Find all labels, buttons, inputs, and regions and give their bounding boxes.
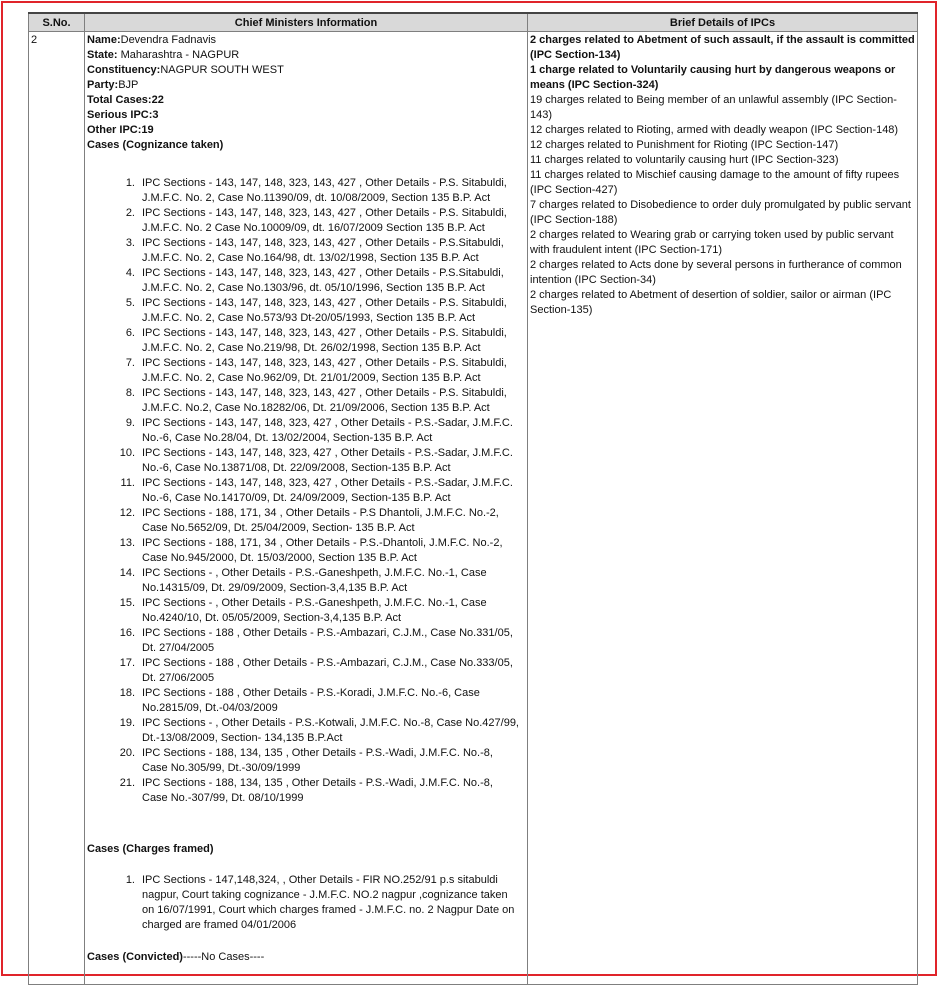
charges-framed-heading: Cases (Charges framed) <box>87 843 214 855</box>
state-label: State: <box>87 49 118 61</box>
case-text: IPC Sections - 143, 147, 148, 323, 427 , Other Details - P.S.-Sadar, J.M.F.C. No.-6, Case No.28/04, Dt. 13/02/2004, Section-135 B.P. Act <box>142 417 513 444</box>
cognizance-heading: Cases (Cognizance taken) <box>87 139 224 151</box>
case-text: IPC Sections - 143, 147, 148, 323, 143, 427 , Other Details - P.S. Sitabuldi, J.M.F.C. No. 2, Case No.219/98, Dt. 26/02/1998, Section 135 B.P. Act <box>142 327 507 354</box>
case-item <box>87 776 525 806</box>
party-value: BJP <box>118 79 139 91</box>
case-item <box>87 296 525 326</box>
other-ipc-label: Other IPC: <box>87 124 142 136</box>
case-number: 10. <box>119 447 135 459</box>
case-item <box>87 873 525 933</box>
ipc-detail-item: 11 charges related to Mischief causing damage to the amount of fifty rupees (IPC Section-427) <box>530 169 900 196</box>
case-text: IPC Sections - 143, 147, 148, 323, 143, 427 , Other Details - P.S. Sitabuldi, J.M.F.C. No. 2, Case No.11390/09, dt. 10/08/2009, Section 135 B.P. Act <box>142 177 507 204</box>
party-line <box>87 78 525 93</box>
case-number: 2. <box>125 207 135 219</box>
case-item <box>87 626 525 656</box>
case-number: 20. <box>119 747 135 759</box>
case-text: IPC Sections - 188, 134, 135 , Other Details - P.S.-Wadi, J.M.F.C. No.-8, Case No.-307/99, Dt. 08/10/1999 <box>142 777 493 804</box>
case-text: IPC Sections - 143, 147, 148, 323, 427 , Other Details - P.S.-Sadar, J.M.F.C. No.-6, Case No.13871/08, Dt. 22/09/2008, Section-135 B.P. Act <box>142 447 513 474</box>
case-number: 1. <box>125 874 135 886</box>
ipc-detail-item: 7 charges related to Disobedience to order duly promulgated by public servant (IPC Section-188) <box>530 199 911 226</box>
case-item <box>87 746 525 776</box>
case-item <box>87 176 525 206</box>
table-row <box>29 32 918 985</box>
case-number: 17. <box>119 657 135 669</box>
case-number: 1. <box>125 177 135 189</box>
case-item <box>87 596 525 626</box>
ipc-detail-item: 19 charges related to Being member of an unlawful assembly (IPC Section-143) <box>530 94 897 121</box>
case-item <box>87 266 525 296</box>
case-item <box>87 476 525 506</box>
state-value: Maharashtra - NAGPUR <box>117 49 240 61</box>
case-number: 15. <box>119 597 135 609</box>
ipc-detail-item: 2 charges related to Wearing grab or carrying token used by public servant with fraudulent intent (IPC Section-171) <box>530 229 894 256</box>
name-line <box>87 33 525 48</box>
case-text: IPC Sections - 143, 147, 148, 323, 427 , Other Details - P.S.-Sadar, J.M.F.C. No.-6, Case No.14170/09, Dt. 24/09/2009, Section-135 B.P. Act <box>142 477 513 504</box>
case-item <box>87 566 525 596</box>
case-item <box>87 206 525 236</box>
case-number: 19. <box>119 717 135 729</box>
case-text: IPC Sections - 188 , Other Details - P.S.-Ambazari, C.J.M., Case No.333/05, Dt. 27/06/2005 <box>142 657 513 684</box>
constituency-line <box>87 63 525 78</box>
other-ipc-line <box>87 123 525 138</box>
case-text: IPC Sections - 143, 147, 148, 323, 143, 427 , Other Details - P.S. Sitabuldi, J.M.F.C. No.2, Case No.18282/06, Dt. 21/09/2006, Section 135 B.P. Act <box>142 387 507 414</box>
case-item <box>87 506 525 536</box>
case-item <box>87 686 525 716</box>
other-ipc-value: 19 <box>141 124 154 136</box>
ipc-detail-item: 11 charges related to voluntarily causing hurt (IPC Section-323) <box>530 154 839 166</box>
case-number: 14. <box>119 567 135 579</box>
case-text: IPC Sections - , Other Details - P.S.-Ganeshpeth, J.M.F.C. No.-1, Case No.4240/10, Dt. 05/05/2009, Section-3,4,135 B.P. Act <box>142 597 487 624</box>
case-item <box>87 386 525 416</box>
header-row <box>29 13 918 32</box>
ipc-detail-item: 2 charges related to Acts done by several persons in furtherance of common intention (IPC Section-34) <box>530 259 902 286</box>
header-sno: S.No. <box>29 13 85 32</box>
case-number: 8. <box>125 387 135 399</box>
case-number: 3. <box>125 237 135 249</box>
case-number: 9. <box>125 417 135 429</box>
case-text: IPC Sections - 188 , Other Details - P.S.-Koradi, J.M.F.C. No.-6, Case No.2815/09, Dt.-04/03/2009 <box>142 687 480 714</box>
header-chief-minister-info: Chief Ministers Information <box>85 13 528 32</box>
case-number: 13. <box>119 537 135 549</box>
convicted-heading: Cases (Convicted) <box>87 951 183 963</box>
ipc-detail-item: 12 charges related to Punishment for Rioting (IPC Section-147) <box>530 139 839 151</box>
case-item <box>87 446 525 476</box>
cognizance-case-list <box>87 176 525 806</box>
name-label: Name: <box>87 34 121 46</box>
ipc-details-cell <box>528 32 918 985</box>
case-number: 12. <box>119 507 135 519</box>
case-text: IPC Sections - , Other Details - P.S.-Ganeshpeth, J.M.F.C. No.-1, Case No.14315/09, Dt. 29/09/2009, Section-3,4,135 B.P. Act <box>142 567 487 594</box>
case-text: IPC Sections - , Other Details - P.S.-Kotwali, J.M.F.C. No.-8, Case No.427/99, Dt.-13/08/2009, Section- 134,135 B.P.Act <box>142 717 519 744</box>
case-item <box>87 536 525 566</box>
party-label: Party: <box>87 79 119 91</box>
case-number: 21. <box>119 777 135 789</box>
case-number: 6. <box>125 327 135 339</box>
case-text: IPC Sections - 143, 147, 148, 323, 143, 427 , Other Details - P.S.Sitabuldi, J.M.F.C. No. 2, Case No.1303/96, dt. 05/10/1996, Section 135 B.P. Act <box>142 267 504 294</box>
case-text: IPC Sections - 143, 147, 148, 323, 143, 427 , Other Details - P.S. Sitabuldi, J.M.F.C. No. 2 Case No.10009/09, dt. 16/07/2009 Section 135 B.P. Act <box>142 207 507 234</box>
case-text: IPC Sections - 188 , Other Details - P.S.-Ambazari, C.J.M., Case No.331/05, Dt. 27/04/2005 <box>142 627 513 654</box>
case-text: IPC Sections - 188, 171, 34 , Other Details - P.S.-Dhantoli, J.M.F.C. No.-2, Case No.945/2000, Dt. 15/03/2000, Section 135 B.P. Act <box>142 537 503 564</box>
case-number: 4. <box>125 267 135 279</box>
serial-number-cell: 2 <box>29 32 85 985</box>
total-cases-label: Total Cases: <box>87 94 152 106</box>
case-text: IPC Sections - 143, 147, 148, 323, 143, 427 , Other Details - P.S. Sitabuldi, J.M.F.C. No. 2, Case No.573/93 Dt-20/05/1993, Section 135 B.P. Act <box>142 297 507 324</box>
ipc-detail-item: 1 charge related to Voluntarily causing hurt by dangerous weapons or means (IPC Section-324) <box>530 64 896 91</box>
case-text: IPC Sections - 143, 147, 148, 323, 143, 427 , Other Details - P.S. Sitabuldi, J.M.F.C. No. 2, Case No.962/09, Dt. 21/01/2009, Section 135 B.P. Act <box>142 357 507 384</box>
convicted-line <box>87 950 525 965</box>
case-number: 16. <box>119 627 135 639</box>
constituency-value: NAGPUR SOUTH WEST <box>160 64 284 76</box>
serious-ipc-value: 3 <box>152 109 159 121</box>
constituency-label: Constituency: <box>87 64 161 76</box>
case-number: 7. <box>125 357 135 369</box>
case-item <box>87 416 525 446</box>
case-item <box>87 356 525 386</box>
state-line <box>87 48 525 63</box>
ipc-detail-item: 2 charges related to Abetment of such assault, if the assault is committed (IPC Section-134) <box>530 34 915 61</box>
chief-minister-info-cell <box>85 32 528 985</box>
header-ipc-details: Brief Details of IPCs <box>528 13 918 32</box>
case-item <box>87 326 525 356</box>
ipc-detail-item: 12 charges related to Rioting, armed with deadly weapon (IPC Section-148) <box>530 124 899 136</box>
case-item <box>87 656 525 686</box>
total-cases-value: 22 <box>151 94 164 106</box>
case-number: 11. <box>120 477 135 489</box>
case-text: IPC Sections - 188, 134, 135 , Other Details - P.S.-Wadi, J.M.F.C. No.-8, Case No.305/99, Dt.-30/09/1999 <box>142 747 493 774</box>
name-value: Devendra Fadnavis <box>120 34 217 46</box>
serious-ipc-line <box>87 108 525 123</box>
case-number: 18. <box>119 687 135 699</box>
case-text: IPC Sections - 188, 171, 34 , Other Details - P.S Dhantoli, J.M.F.C. No.-2, Case No.5652/09, Dt. 25/04/2009, Section- 135 B.P. Act <box>142 507 499 534</box>
total-cases-line <box>87 93 525 108</box>
case-number: 5. <box>125 297 135 309</box>
case-text: IPC Sections - 143, 147, 148, 323, 143, 427 , Other Details - P.S.Sitabuldi, J.M.F.C. No. 2, Case No.164/98, dt. 13/02/1998, Section 135 B.P. Act <box>142 237 504 264</box>
case-item <box>87 716 525 746</box>
ipc-detail-item: 2 charges related to Abetment of desertion of soldier, sailor or airman (IPC Section-135) <box>530 289 892 316</box>
chief-minister-table <box>28 12 918 985</box>
case-text: IPC Sections - 147,148,324, , Other Details - FIR NO.252/91 p.s sitabuldi nagpur, Court taking cognizance - J.M.F.C. NO.2 nagpur ,cognizance taken on 16/07/1991, Court which charges framed - J.M.F.C. no. 2 Nagpur Date on charged are framed 04/01/2006 <box>142 874 515 931</box>
charges-framed-list <box>87 873 525 933</box>
serious-ipc-label: Serious IPC: <box>87 109 153 121</box>
convicted-value: -----No Cases---- <box>182 951 265 963</box>
case-item <box>87 236 525 266</box>
